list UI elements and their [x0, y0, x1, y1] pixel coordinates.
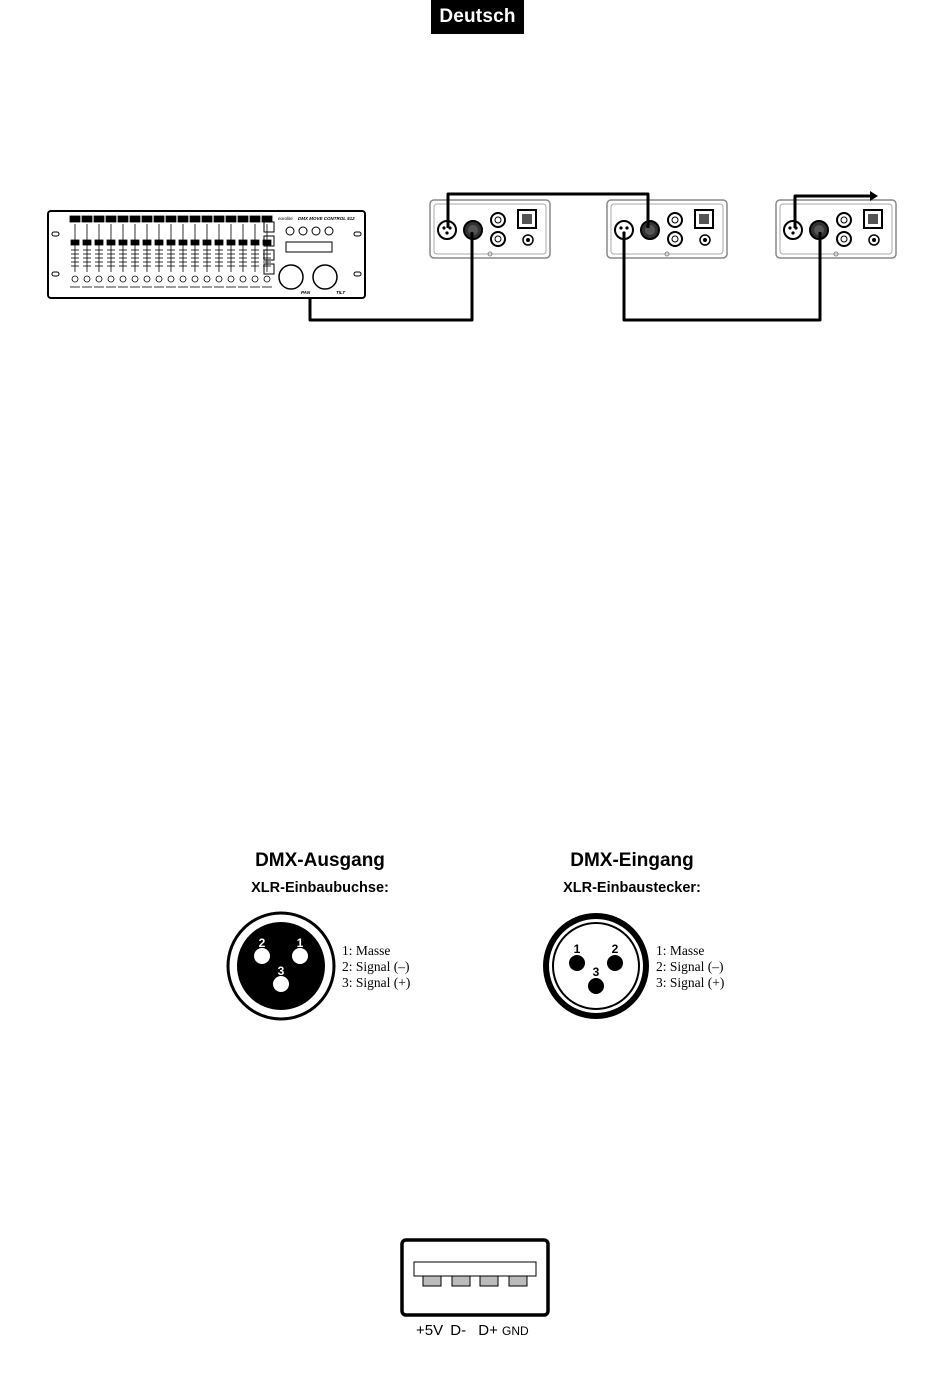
socket-pin-3-label: 3: [277, 964, 285, 978]
xlr-plug-diagram: [541, 911, 651, 1021]
tilt-knob: [313, 265, 337, 289]
socket-pin-1-label: 1: [296, 936, 304, 950]
dmx-output-title: DMX-Ausgang: [255, 850, 385, 871]
dmx-output-pin-legend: [342, 943, 410, 991]
plug-pin-3-label: 3: [592, 965, 600, 979]
socket-pin-2-label: 2: [258, 936, 266, 950]
language-badge: Deutsch: [431, 0, 524, 34]
dmx-input-pin-legend: [656, 943, 724, 991]
dmx-input-subtitle: XLR-Einbaustecker:: [563, 880, 701, 896]
xlr-socket-diagram: [226, 911, 336, 1021]
usb-pin-gnd: GND: [502, 1324, 529, 1338]
controller-brand: eurolite: [278, 216, 293, 221]
usb-pin-d-plus: D+: [478, 1322, 498, 1339]
output-pin-2: 2: Signal (–): [342, 959, 410, 974]
input-pin-1: 1: Masse: [656, 943, 705, 958]
pan-label: PAN: [301, 290, 311, 295]
pan-knob: [279, 265, 303, 289]
usb-pin-labels: [416, 1322, 529, 1339]
output-pin-1: 1: Masse: [342, 943, 391, 958]
input-pin-2: 2: Signal (–): [656, 959, 724, 974]
dmx-output-subtitle: XLR-Einbaubuchse:: [251, 880, 389, 896]
usb-port-diagram: [400, 1238, 550, 1318]
input-pin-3: 3: Signal (+): [656, 975, 725, 990]
usb-pin-5v: +5V: [416, 1322, 444, 1339]
plug-pin-2-label: 2: [611, 942, 619, 956]
dmx-wiring-diagram: [0, 0, 950, 340]
plug-pin-1-label: 1: [573, 942, 581, 956]
output-pin-3: 3: Signal (+): [342, 975, 411, 990]
dmx-input-title: DMX-Eingang: [570, 850, 694, 871]
dmx-controller: [48, 211, 365, 298]
tilt-label: TILT: [336, 290, 346, 295]
controller-model: DMX MOVE CONTROL 512: [298, 216, 355, 221]
usb-pin-d-minus: D-: [450, 1322, 467, 1339]
